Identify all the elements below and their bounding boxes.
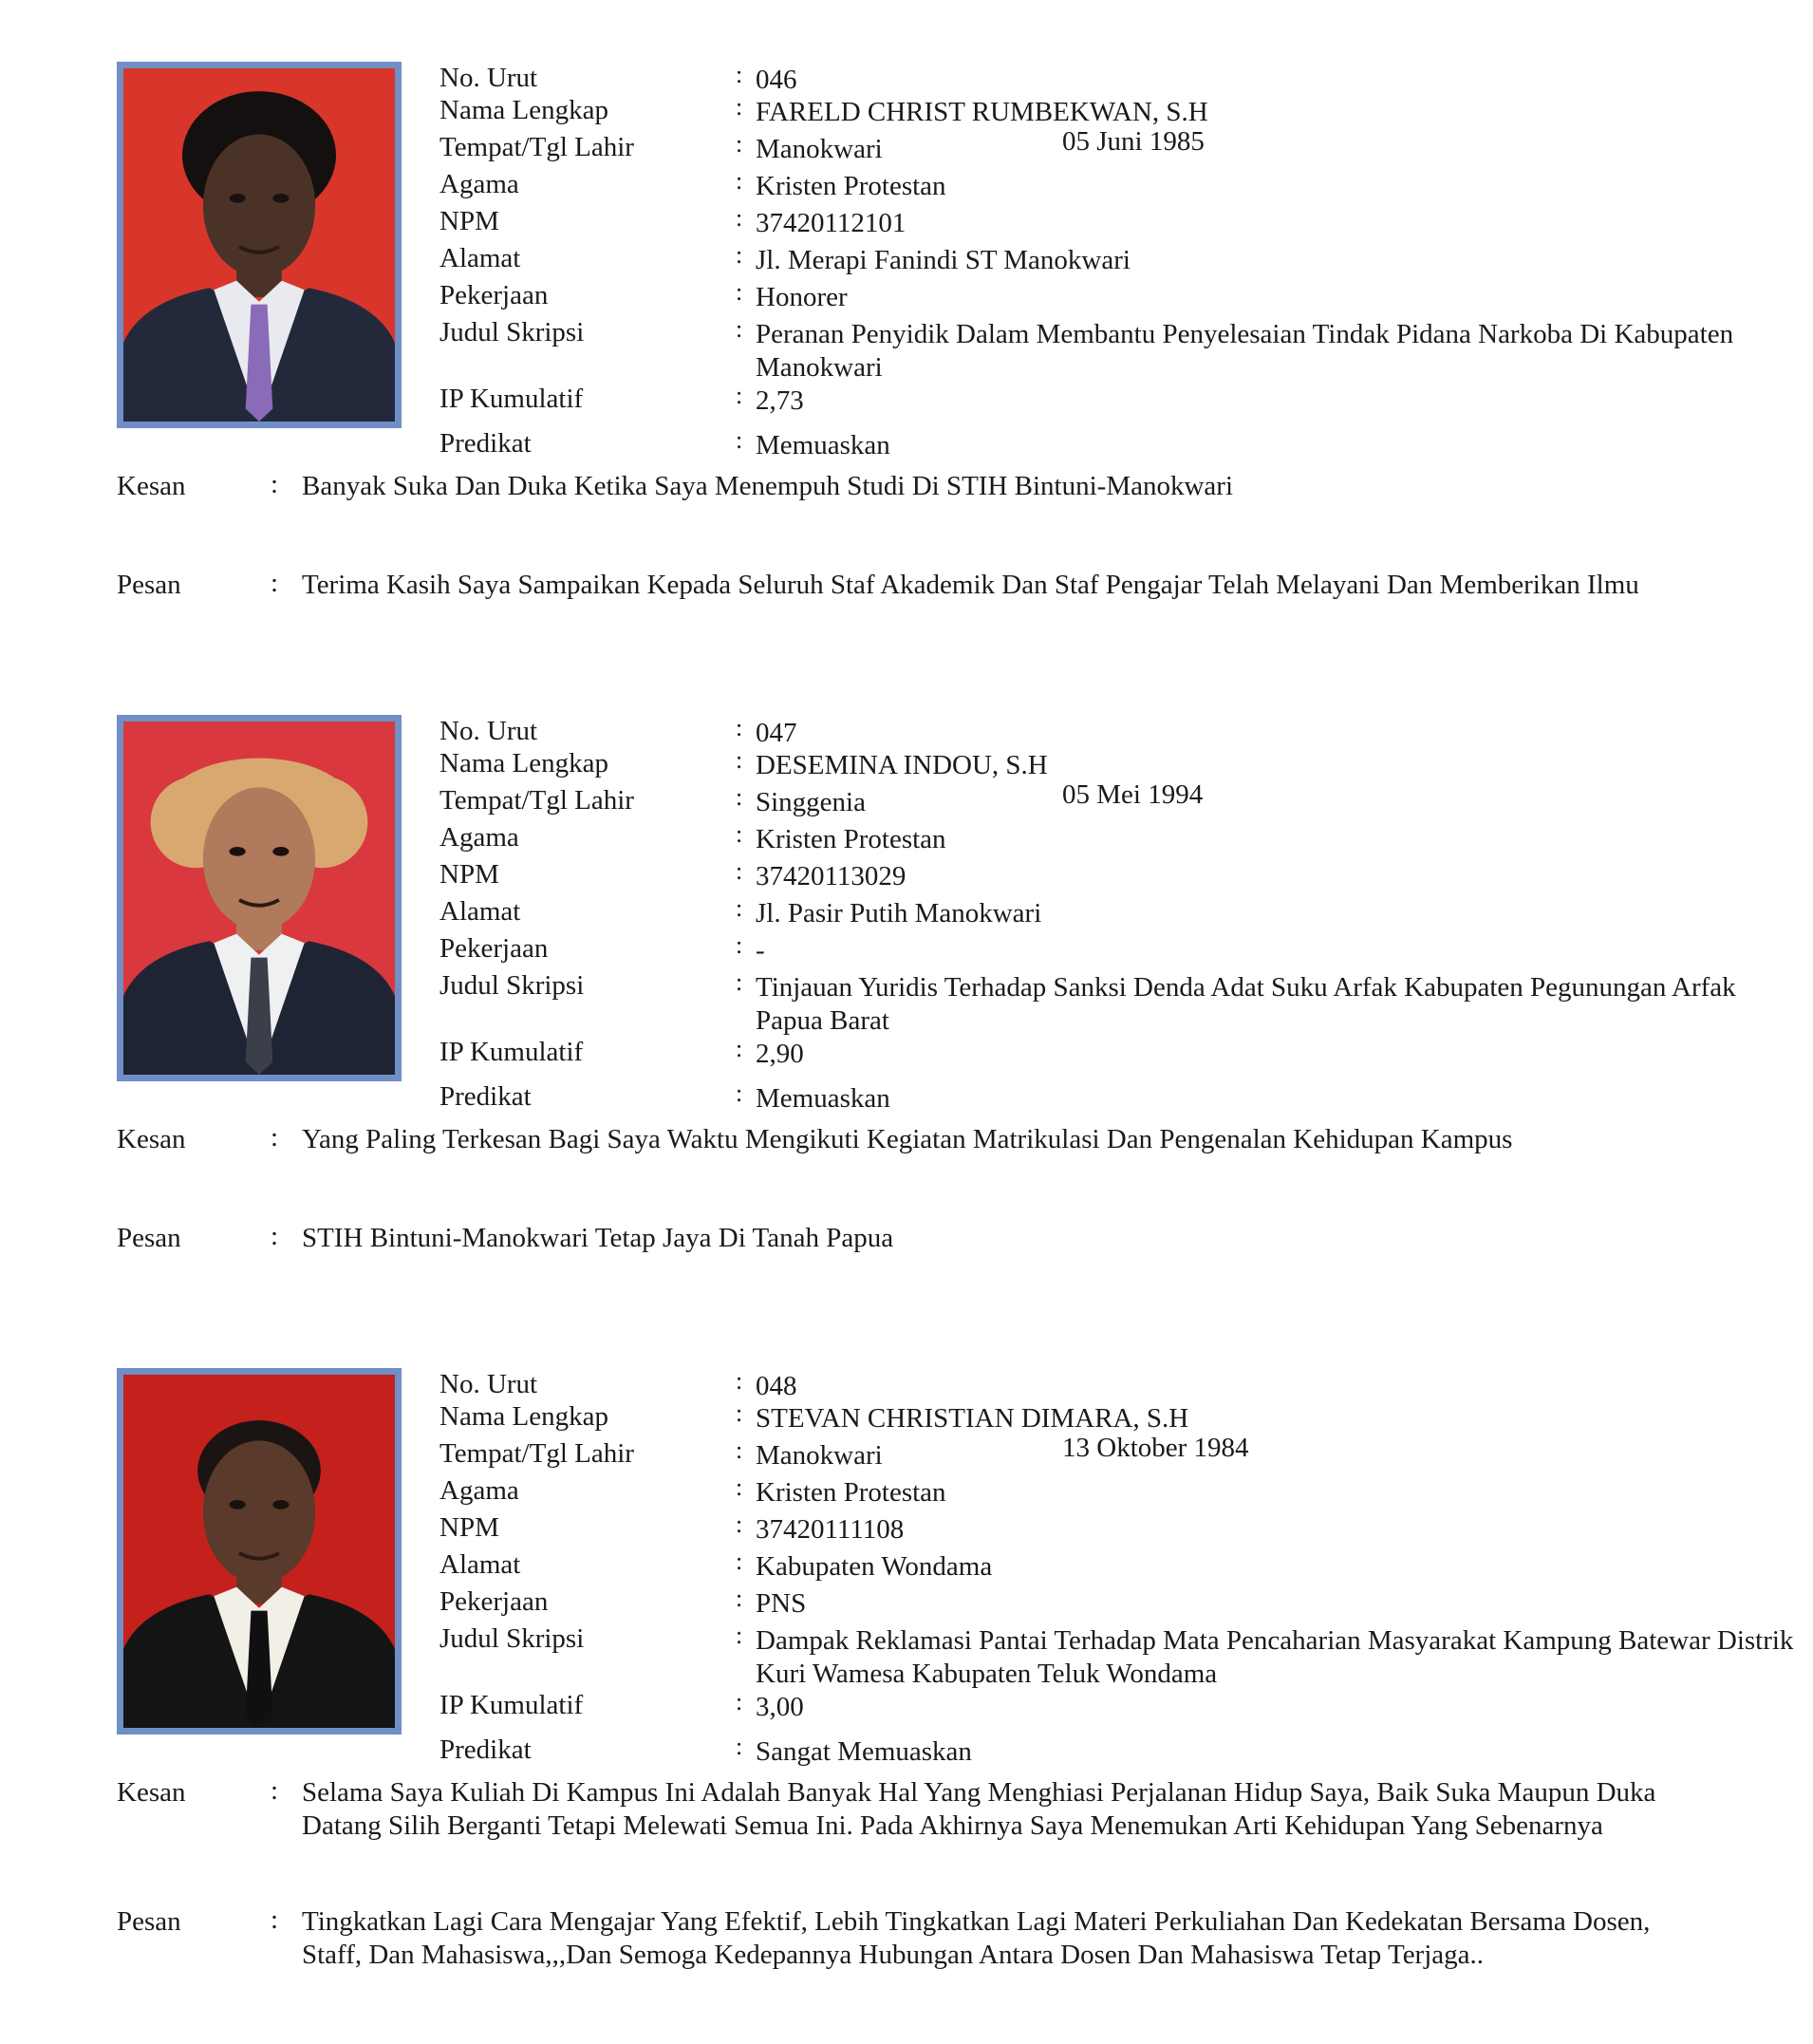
nama-lengkap-label: Nama Lengkap xyxy=(439,748,608,778)
npm-label: NPM xyxy=(439,859,499,890)
alamat-colon: : xyxy=(736,894,743,922)
no-urut-label: No. Urut xyxy=(439,63,538,93)
graduate-photo xyxy=(117,715,402,1081)
alamat-value: Jl. Merapi Fanindi ST Manokwari xyxy=(756,245,1131,275)
tanggal-lahir-value: 05 Juni 1985 xyxy=(1062,126,1205,157)
pekerjaan-colon: : xyxy=(736,1585,743,1612)
agama-label: Agama xyxy=(439,822,519,853)
ip-kumulatif-value: 2,73 xyxy=(756,385,804,416)
pesan-label: Pesan xyxy=(117,570,181,600)
pekerjaan-value: Honorer xyxy=(756,282,848,312)
predikat-label: Predikat xyxy=(439,428,532,459)
ip-kumulatif-colon: : xyxy=(736,382,743,409)
nama-lengkap-colon: : xyxy=(736,1399,743,1427)
kesan-colon: : xyxy=(271,469,279,499)
tempat-lahir-value: Singgenia xyxy=(756,787,866,817)
nama-lengkap-label: Nama Lengkap xyxy=(439,1401,608,1432)
pesan-text: Terima Kasih Saya Sampaikan Kepada Seluruh Staf Akademik Dan Staf Pengajar Telah Melayani Dan Memberikan Ilmu xyxy=(302,570,1639,600)
pekerjaan-label: Pekerjaan xyxy=(439,280,549,310)
no-urut-value: 046 xyxy=(756,65,797,95)
no-urut-colon: : xyxy=(736,714,743,741)
kesan-colon: : xyxy=(271,1122,279,1153)
predikat-colon: : xyxy=(736,1079,743,1107)
pesan-colon: : xyxy=(271,1904,279,1935)
npm-colon: : xyxy=(736,857,743,885)
predikat-colon: : xyxy=(736,426,743,454)
graduate-photo xyxy=(117,62,402,428)
no-urut-colon: : xyxy=(736,1367,743,1395)
nama-lengkap-colon: : xyxy=(736,746,743,774)
agama-value: Kristen Protestan xyxy=(756,824,946,854)
kesan-text: Selama Saya Kuliah Di Kampus Ini Adalah Banyak Hal Yang Menghiasi Perjalanan Hidup Saya, Baik Suka Maupun Duka Datang Silih Berganti Tetapi Melewati Semua Ini. Pada Akhirnya Saya Menemukan Arti Kehidupan Yang Sebenarnya xyxy=(302,1777,1656,1841)
pekerjaan-label: Pekerjaan xyxy=(439,933,549,964)
npm-colon: : xyxy=(736,1510,743,1538)
pekerjaan-value: - xyxy=(756,935,765,966)
kesan-text: Banyak Suka Dan Duka Ketika Saya Menempuh Studi Di STIH Bintuni-Manokwari xyxy=(302,471,1234,501)
npm-value: 37420113029 xyxy=(756,861,906,891)
pesan-label: Pesan xyxy=(117,1906,181,1937)
predikat-value: Sangat Memuaskan xyxy=(756,1736,972,1767)
agama-label: Agama xyxy=(439,169,519,199)
alamat-value: Jl. Pasir Putih Manokwari xyxy=(756,898,1042,928)
judul-skripsi-label: Judul Skripsi xyxy=(439,1623,585,1654)
judul-skripsi-colon: : xyxy=(736,968,743,996)
ip-kumulatif-colon: : xyxy=(736,1035,743,1062)
nama-lengkap-value: FARELD CHRIST RUMBEKWAN, S.H xyxy=(756,97,1208,127)
nama-lengkap-colon: : xyxy=(736,93,743,121)
ip-kumulatif-label: IP Kumulatif xyxy=(439,1037,584,1067)
predikat-label: Predikat xyxy=(439,1735,532,1765)
ip-kumulatif-colon: : xyxy=(736,1688,743,1716)
alamat-value: Kabupaten Wondama xyxy=(756,1551,993,1582)
pesan-text: Tingkatkan Lagi Cara Mengajar Yang Efektif, Lebih Tingkatkan Lagi Materi Perkuliahan Dan Kedekatan Bersama Dosen, Staff, Dan Mahasiswa,,,Dan Semoga Kedepannya Hubungan Antara Dosen Dan Mahasiswa Tetap Terjaga.. xyxy=(302,1906,1651,1970)
tempat-lahir-label: Tempat/Tgl Lahir xyxy=(439,785,634,816)
predikat-colon: : xyxy=(736,1733,743,1760)
nama-lengkap-value: DESEMINA INDOU, S.H xyxy=(756,750,1048,780)
npm-value: 37420111108 xyxy=(756,1514,905,1545)
ip-kumulatif-label: IP Kumulatif xyxy=(439,1690,584,1720)
kesan-label: Kesan xyxy=(117,471,186,501)
alamat-label: Alamat xyxy=(439,1549,521,1580)
no-urut-label: No. Urut xyxy=(439,716,538,746)
ip-kumulatif-label: IP Kumulatif xyxy=(439,384,584,414)
kesan-colon: : xyxy=(271,1775,279,1806)
judul-skripsi-value: Dampak Reklamasi Pantai Terhadap Mata Pencaharian Masyarakat Kampung Batewar Distrik Kuri Wamesa Kabupaten Teluk Wondama xyxy=(756,1625,1794,1689)
no-urut-colon: : xyxy=(736,61,743,88)
judul-skripsi-label: Judul Skripsi xyxy=(439,970,585,1001)
tanggal-lahir-value: 13 Oktober 1984 xyxy=(1062,1433,1249,1463)
kesan-label: Kesan xyxy=(117,1124,186,1154)
npm-colon: : xyxy=(736,204,743,232)
pekerjaan-colon: : xyxy=(736,931,743,959)
pesan-text: STIH Bintuni-Manokwari Tetap Jaya Di Tanah Papua xyxy=(302,1223,894,1253)
npm-value: 37420112101 xyxy=(756,208,906,238)
no-urut-value: 048 xyxy=(756,1371,797,1401)
tanggal-lahir-value: 05 Mei 1994 xyxy=(1062,779,1204,810)
pesan-colon: : xyxy=(271,568,279,598)
alamat-label: Alamat xyxy=(439,243,521,273)
nama-lengkap-label: Nama Lengkap xyxy=(439,95,608,125)
pesan-label: Pesan xyxy=(117,1223,181,1253)
no-urut-label: No. Urut xyxy=(439,1369,538,1399)
agama-colon: : xyxy=(736,167,743,195)
agama-colon: : xyxy=(736,820,743,848)
alamat-colon: : xyxy=(736,1547,743,1575)
tempat-lahir-label: Tempat/Tgl Lahir xyxy=(439,132,634,162)
tempat-lahir-colon: : xyxy=(736,1436,743,1464)
ip-kumulatif-value: 3,00 xyxy=(756,1692,804,1722)
npm-label: NPM xyxy=(439,206,499,236)
pekerjaan-label: Pekerjaan xyxy=(439,1586,549,1617)
kesan-text: Yang Paling Terkesan Bagi Saya Waktu Mengikuti Kegiatan Matrikulasi Dan Pengenalan Kehidupan Kampus xyxy=(302,1124,1513,1154)
npm-label: NPM xyxy=(439,1512,499,1543)
graduate-photo xyxy=(117,1368,402,1735)
ip-kumulatif-value: 2,90 xyxy=(756,1039,804,1069)
pesan-colon: : xyxy=(271,1221,279,1251)
tempat-lahir-colon: : xyxy=(736,130,743,158)
judul-skripsi-colon: : xyxy=(736,315,743,343)
predikat-label: Predikat xyxy=(439,1081,532,1112)
tempat-lahir-value: Manokwari xyxy=(756,1440,883,1471)
agama-colon: : xyxy=(736,1473,743,1501)
pekerjaan-colon: : xyxy=(736,278,743,306)
pekerjaan-value: PNS xyxy=(756,1588,807,1619)
agama-value: Kristen Protestan xyxy=(756,1477,946,1508)
agama-label: Agama xyxy=(439,1475,519,1506)
judul-skripsi-value: Tinjauan Yuridis Terhadap Sanksi Denda Adat Suku Arfak Kabupaten Pegunungan Arfak Papua Barat xyxy=(756,972,1736,1036)
predikat-value: Memuaskan xyxy=(756,1083,890,1114)
judul-skripsi-colon: : xyxy=(736,1622,743,1649)
tempat-lahir-colon: : xyxy=(736,783,743,811)
judul-skripsi-value: Peranan Penyidik Dalam Membantu Penyelesaian Tindak Pidana Narkoba Di Kabupaten Manokwari xyxy=(756,319,1734,383)
agama-value: Kristen Protestan xyxy=(756,171,946,201)
judul-skripsi-label: Judul Skripsi xyxy=(439,317,585,347)
alamat-label: Alamat xyxy=(439,896,521,927)
tempat-lahir-value: Manokwari xyxy=(756,134,883,164)
nama-lengkap-value: STEVAN CHRISTIAN DIMARA, S.H xyxy=(756,1403,1189,1434)
no-urut-value: 047 xyxy=(756,718,797,748)
tempat-lahir-label: Tempat/Tgl Lahir xyxy=(439,1438,634,1469)
alamat-colon: : xyxy=(736,241,743,269)
predikat-value: Memuaskan xyxy=(756,430,890,460)
kesan-label: Kesan xyxy=(117,1777,186,1808)
